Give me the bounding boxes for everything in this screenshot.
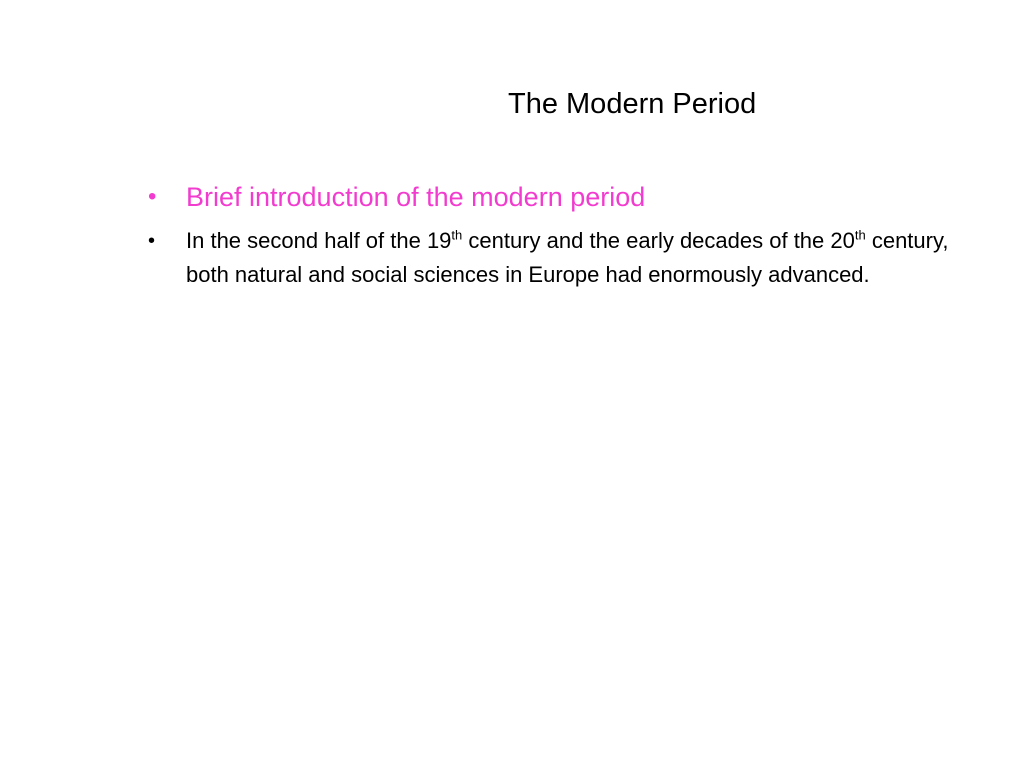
superscript-th-2: th bbox=[854, 227, 866, 243]
slide-title: The Modern Period bbox=[508, 88, 757, 120]
description-part-1: In the second half of the 19 bbox=[186, 228, 452, 253]
superscript-th-1: th bbox=[451, 227, 463, 243]
bullet-icon: • bbox=[148, 183, 157, 210]
bullet-list bbox=[140, 178, 980, 292]
bullet-item-description bbox=[140, 224, 980, 292]
bullet-text-description bbox=[186, 228, 948, 287]
bullet-item-intro bbox=[140, 178, 980, 216]
description-part-3: century, both natural and social sciences in Europe had enormously advanced. bbox=[186, 228, 949, 287]
bullet-text-intro: Brief introduction of the modern period bbox=[186, 182, 646, 212]
bullet-icon: • bbox=[148, 230, 156, 252]
description-part-2: century and the early decades of the 20 bbox=[462, 228, 855, 253]
